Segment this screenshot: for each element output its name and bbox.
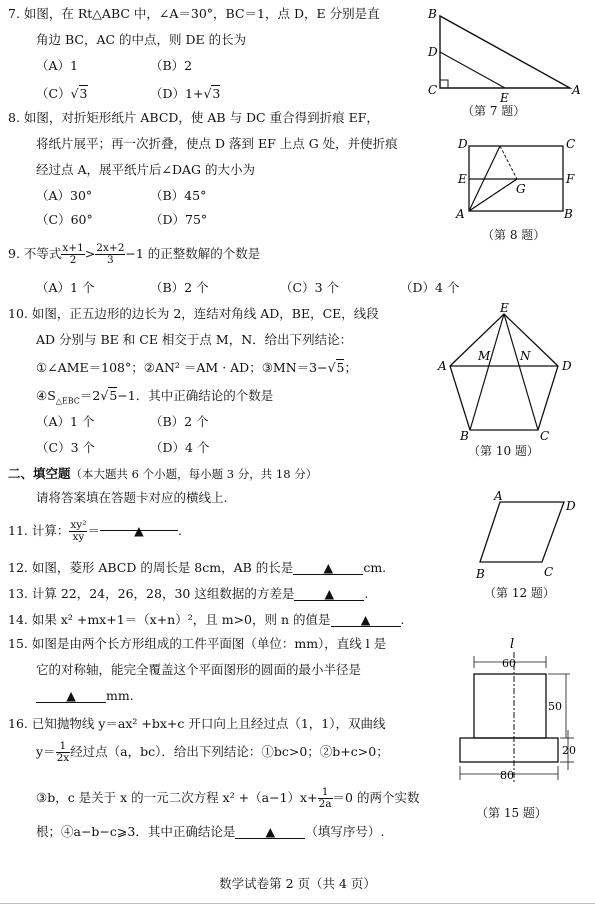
q13-answer-blank[interactable]: ▲ — [294, 586, 364, 601]
q7-label-d: D — [428, 45, 438, 59]
q12-line: 12. 如图，菱形 ABCD 的周长是 8cm，AB 的长是 ▲ cm. — [8, 560, 387, 575]
q10-option-b: （B）2 个 — [150, 414, 209, 429]
q14-answer-blank[interactable]: ▲ — [331, 612, 401, 627]
q10-label-m: M — [478, 349, 491, 363]
q8-label-e: E — [458, 172, 467, 186]
q12-rhombus-figure — [470, 490, 585, 582]
q9-option-a: （A）1 个 — [36, 280, 95, 295]
q12-label-d: D — [566, 499, 576, 513]
q10-line4: $④S_{\triangle EBC}=2√5-1$．其中正确结论的个数是 — [36, 388, 274, 406]
q9-option-d: （D）4 个 — [400, 280, 460, 295]
page-bottom-edge — [0, 903, 595, 904]
q7-label-b: B — [428, 7, 437, 21]
q8-caption: （第 8 题） — [482, 228, 546, 242]
q12-label-b: B — [476, 567, 485, 581]
q15-label-l: l — [510, 637, 515, 652]
q15-dim-50: 50 — [548, 700, 562, 713]
q15-line1: 15. 如图是由两个长方形组成的工件平面图（单位：mm），直线 l 是 — [8, 636, 387, 651]
q7-triangle-figure — [420, 4, 590, 104]
q7-option-c: （C）√3 — [36, 86, 88, 101]
q13-line: 13. 计算 22，24，26，28，30 这组数据的方差是 ▲ . — [8, 586, 369, 601]
q8-label-a: A — [456, 207, 465, 221]
page-footer: 数学试卷第 2 页（共 4 页） — [219, 876, 376, 891]
q8-label-d: D — [458, 137, 468, 151]
q8-rectangle-figure — [452, 134, 587, 226]
q8-line2: 将纸片展平；再一次折叠，使点 D 落到 EF 上点 G 处，并使折痕 — [36, 136, 398, 151]
q10-label-b: B — [460, 429, 469, 442]
q8-line1: 8. 如图，对折矩形纸片 ABCD，使 AB 与 DC 重合得到折痕 EF， — [8, 110, 379, 125]
q8-option-d: （D）75° — [150, 212, 208, 227]
q10-label-n: N — [520, 349, 531, 363]
q14-line: 14. 如果 x² +mx+1＝（x+n）²，且 m>0，则 n 的值是 ▲ . — [8, 612, 405, 627]
q10-label-d: D — [562, 359, 572, 373]
q10-line3: ①∠AME＝108°；②AN² ＝AM · AD；③MN＝3−√5； — [36, 360, 357, 375]
q8-option-a: （A）30° — [36, 188, 93, 203]
q7-line1: 7. 如图，在 Rt△ABC 中，∠A＝30°，BC＝1，点 D，E 分别是直 — [8, 6, 380, 21]
q7-option-b: （B）2 — [150, 58, 193, 73]
q7-option-d: （D）1+√3 — [150, 86, 221, 101]
q15-answer-blank[interactable]: ▲ — [36, 688, 106, 703]
q10-label-a: A — [438, 359, 447, 373]
q11-answer-blank[interactable]: ▲ — [100, 516, 178, 531]
q8-label-c: C — [566, 137, 576, 151]
q8-label-b: B — [564, 207, 573, 221]
q10-option-a: （A）1 个 — [36, 414, 95, 429]
q7-label-a: A — [572, 83, 581, 97]
q8-label-g: G — [516, 182, 526, 196]
q12-label-a: A — [494, 490, 503, 503]
q10-line1: 10. 如图，正五边形的边长为 2，连结对角线 AD，BE，CE，线段 — [8, 306, 379, 321]
q15-dim-60: 60 — [502, 657, 516, 670]
q7-label-e: E — [500, 91, 509, 104]
q10-option-d: （D）4 个 — [150, 440, 210, 455]
q15-dim-20: 20 — [562, 744, 576, 757]
q8-option-c: （C）60° — [36, 212, 93, 227]
q10-caption: （第 10 题） — [468, 444, 539, 458]
section2-header: 二、填空题（本大题共 6 个小题，每小题 3 分，共 18 分） — [8, 466, 318, 481]
q16-line3: ③b，c 是关于 x 的一元二次方程 x² +（a−1）x+ $\frac{1}{2a}$ ＝0 的两个实数 — [36, 786, 420, 810]
q10-label-e: E — [500, 302, 509, 315]
q10-line2: AD 分别与 BE 和 CE 相交于点 M，N．给出下列结论： — [36, 332, 353, 347]
q15-line3: ▲ mm. — [36, 688, 134, 704]
q7-caption: （第 7 题） — [462, 104, 526, 118]
q15-line2: 它的对称轴，能完全覆盖这个平面图形的圆面的最小半径是 — [36, 662, 362, 677]
section2-instruction: 请将答案填在答题卡对应的横线上. — [36, 490, 228, 505]
q10-option-c: （C）3 个 — [36, 440, 95, 455]
q8-label-f: F — [566, 172, 575, 186]
q10-label-c: C — [540, 429, 550, 442]
q12-caption: （第 12 题） — [484, 586, 555, 600]
q8-line3: 经过点 A，展平纸片后∠DAG 的大小为 — [36, 162, 255, 177]
q9-line: 9. 不等式 $\frac{x+1}{2}$ > $\frac{2x+2}{3}$ −1 的正整数解的个数是 — [8, 242, 261, 266]
q7-label-c: C — [428, 83, 438, 97]
q10-pentagon-figure — [432, 302, 582, 442]
q9-option-b: （B）2 个 — [150, 280, 209, 295]
q12-answer-blank[interactable]: ▲ — [293, 560, 363, 575]
q12-label-c: C — [544, 565, 554, 579]
q8-option-b: （B）45° — [150, 188, 207, 203]
q7-option-a: （A）1 — [36, 58, 78, 73]
q15-dim-80: 80 — [500, 769, 514, 782]
q15-workpiece-figure — [448, 634, 588, 784]
q9-option-c: （C）3 个 — [280, 280, 339, 295]
q7-line2: 角边 BC，AC 的中点，则 DE 的长为 — [36, 32, 247, 47]
q16-line4: 根；④a−b−c⩾3．其中正确结论是 ▲ （填写序号）. — [36, 824, 385, 839]
q16-answer-blank[interactable]: ▲ — [235, 824, 305, 839]
q16-line2: y＝ $\frac{1}{2x}$ 经过点（a，bc）．给出下列结论：①bc>0；②b+c>0； — [36, 740, 389, 764]
q11-line: 11. 计算： $\frac{\text{xy²}}{xy}$ ＝ ▲ . — [8, 516, 182, 546]
q16-line1: 16. 已知抛物线 y＝ax² +bx+c 开口向上且经过点（1，1），双曲线 — [8, 716, 386, 731]
q15-caption: （第 15 题） — [476, 806, 547, 820]
